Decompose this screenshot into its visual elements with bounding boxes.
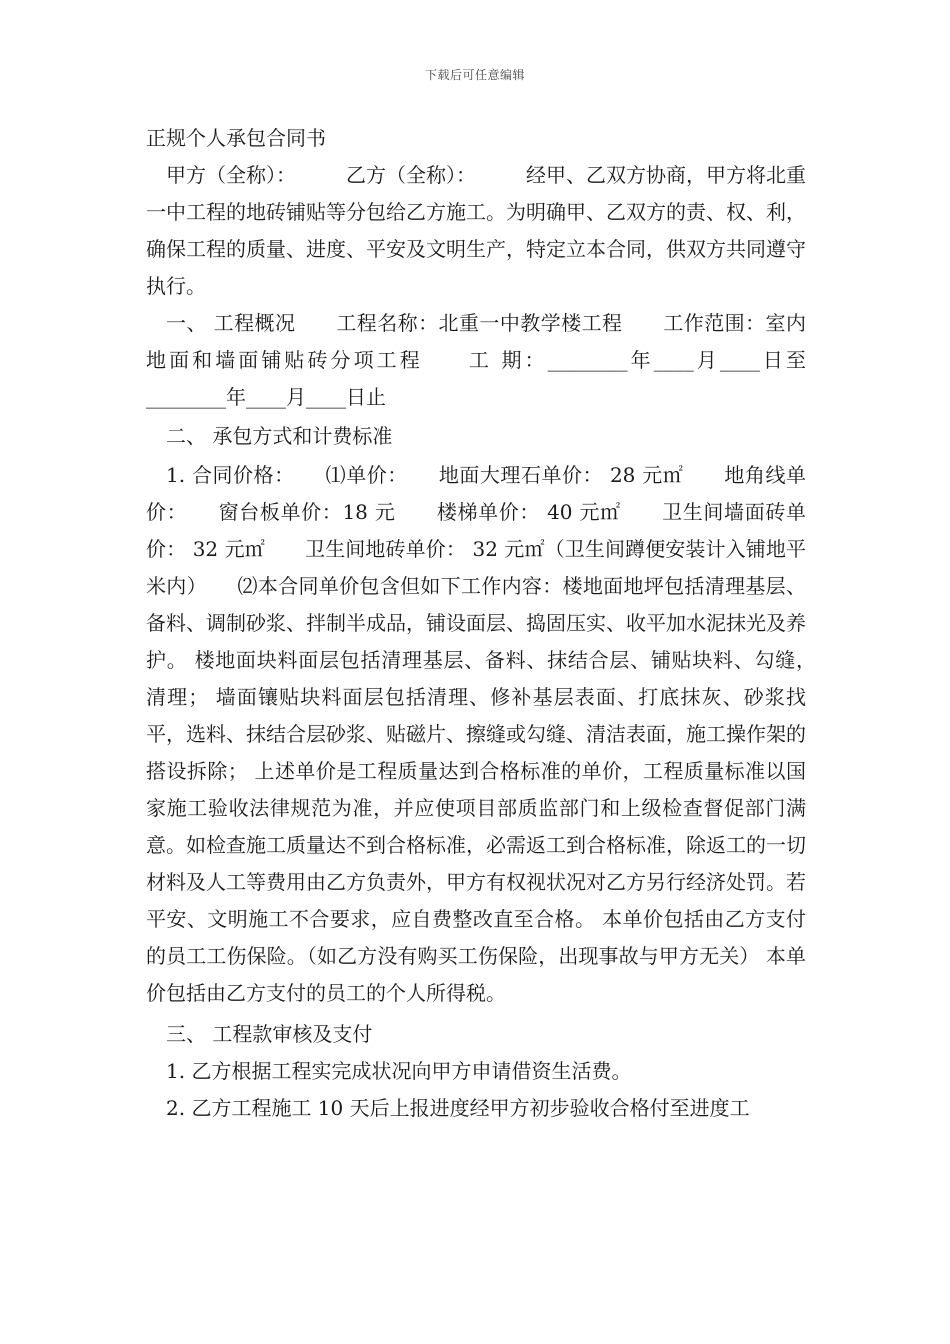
section-payment-heading: 三、 工程款审核及支付 bbox=[166, 1022, 373, 1046]
section-project-overview: 一、 工程概况 工程名称：北重一中教学楼工程 工作范围：室内地面和墙面铺贴砖分项工程 工 期：________年____月____日至________年____月____日止 bbox=[146, 311, 806, 409]
section-pricing-body: 1. 合同价格： ⑴单价： 地面大理石单价： 28 元㎡ 地角线单价： 窗台板单价：18 元 楼梯单价： 40 元㎡ 卫生间墙面砖单价： 32 元㎡ 卫生间地砖单价： 32 元㎡（卫生间蹲便安装计入铺地平米内） ⑵本合同单价包含但如下工作内容：楼地面地坪包括清理基层、备料、调制砂浆、拌制半成品，铺设面层、捣固压实、收平加水泥抹光及养护。 楼地面块料面层包括清理基层、备料、抹结合层、铺贴块料、勾缝， 清理； 墙面镶贴块料面层包括清理、修补基层表面、打底抹灰、砂浆找平，选料、抹结合层砂浆、贴磁片、擦缝或勾缝、清洁表面，施工操作架的搭设拆除； 上述单价是工程质量达到合格标准的单价，工程质量标准以国家施工验收法律规范为准，并应使项目部质监部门和上级检查督促部门满意。如检查施工质量达不到合格标准，必需返工到合格标准，除返工的一切材料及人工等费用由乙方负责外，甲方有权视状况对乙方另行经济处罚。若平安、文明施工不合要求，应自费整改直至合格。 本单价包括由乙方支付的员工工伤保险。（如乙方没有购买工伤保险，出现事故与甲方无关） 本单价包括由乙方支付的员工的个人所得税。 bbox=[146, 463, 846, 1005]
download-note: 下载后可任意编辑 bbox=[424, 68, 525, 82]
payment-item-2: 2. 乙方工程施工 10 天后上报进度经甲方初步验收合格付至进度工 bbox=[166, 1096, 750, 1120]
payment-item-1: 1. 乙方根据工程实完成状况向甲方申请借资生活费。 bbox=[166, 1059, 632, 1083]
section-pricing-heading: 二、 承包方式和计费标准 bbox=[166, 424, 393, 448]
contract-preamble: 甲方（全称）： 乙方（全称）： 经甲、乙双方协商，甲方将北重一中工程的地砖铺贴等分包给乙方施工。为明确甲、乙双方的责、权、利，确保工程的质量、进度、平安及文明生产，特定立本合同，供双方共同遵守执行。 bbox=[146, 163, 806, 298]
contract-body bbox=[146, 120, 846, 1127]
contract-title: 正规个人承包合同书 bbox=[146, 126, 326, 150]
